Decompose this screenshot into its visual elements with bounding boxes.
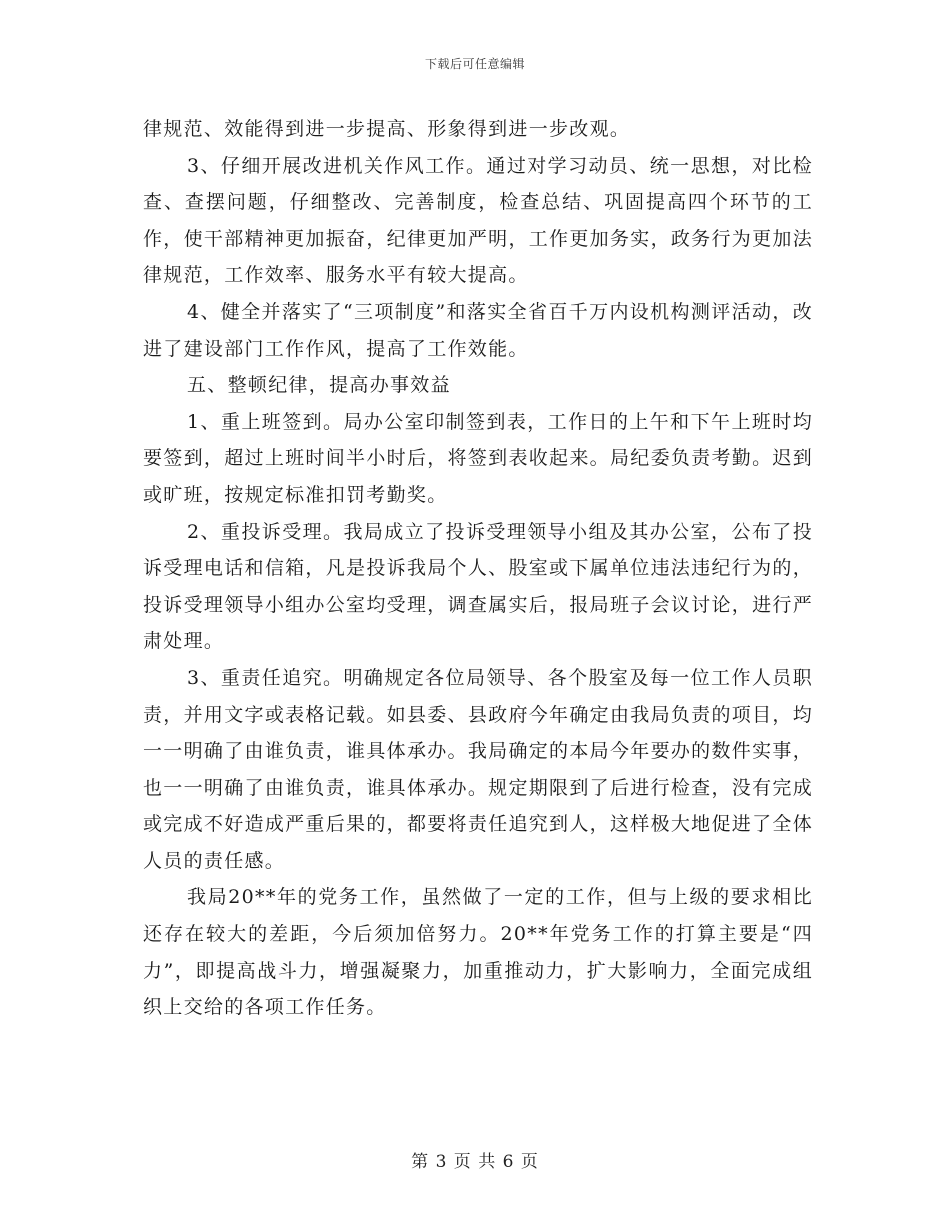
paragraph-item-1-sign-in: 1、重上班签到。局办公室印制签到表，工作日的上午和下午上班时均要签到，超过上班时间半小时后，将签到表收起来。局纪委负责考勤。迟到或旷班，按规定标准扣罚考勤奖。	[143, 410, 813, 506]
paragraph-item-3-work-style: 3、仔细开展改进机关作风工作。通过对学习动员、统一思想，对比检查、查摆问题，仔细整改、完善制度，检查总结、巩固提高四个环节的工作，使干部精神更加振奋，纪律更加严明，工作更加务实，政务行为更加法律规范，工作效率、服务水平有较大提高。	[143, 154, 813, 287]
paragraph-item-4-three-systems: 4、健全并落实了“三项制度”和落实全省百千万内设机构测评活动，改进了建设部门工作作风，提高了工作效能。	[143, 300, 813, 360]
section-heading-five: 五、整顿纪律，提高办事效益	[187, 374, 451, 397]
page-footer: 第 3 页 共 6 页	[411, 1152, 539, 1172]
page-header: 下载后可任意编辑	[424, 57, 525, 71]
paragraph-summary: 我局20**年的党务工作，虽然做了一定的工作，但与上级的要求相比还存在较大的差距，今后须加倍努力。20**年党务工作的打算主要是“四力”，即提高战斗力，增强凝聚力，加重推动力，扩大影响力，全面完成组织上交给的各项工作任务。	[143, 886, 813, 1019]
paragraph-item-3-accountability: 3、重责任追究。明确规定各位局领导、各个股室及每一位工作人员职责，并用文字或表格记载。如县委、县政府今年确定由我局负责的项目，均一一明确了由谁负责，谁具体承办。我局确定的本局今年要办的数件实事，也一一明确了由谁负责，谁具体承办。规定期限到了后进行检查，没有完成或完成不好造成严重后果的，都要将责任追究到人，这样极大地促进了全体人员的责任感。	[143, 666, 813, 872]
paragraph-continuation: 律规范、效能得到进一步提高、形象得到进一步改观。	[143, 118, 631, 140]
document-body	[143, 111, 813, 1026]
paragraph-item-2-complaints: 2、重投诉受理。我局成立了投诉受理领导小组及其办公室，公布了投诉受理电话和信箱，凡是投诉我局个人、股室或下属单位违法违纪行为的，投诉受理领导小组办公室均受理，调查属实后，报局班子会议讨论，进行严肃处理。	[143, 520, 813, 653]
